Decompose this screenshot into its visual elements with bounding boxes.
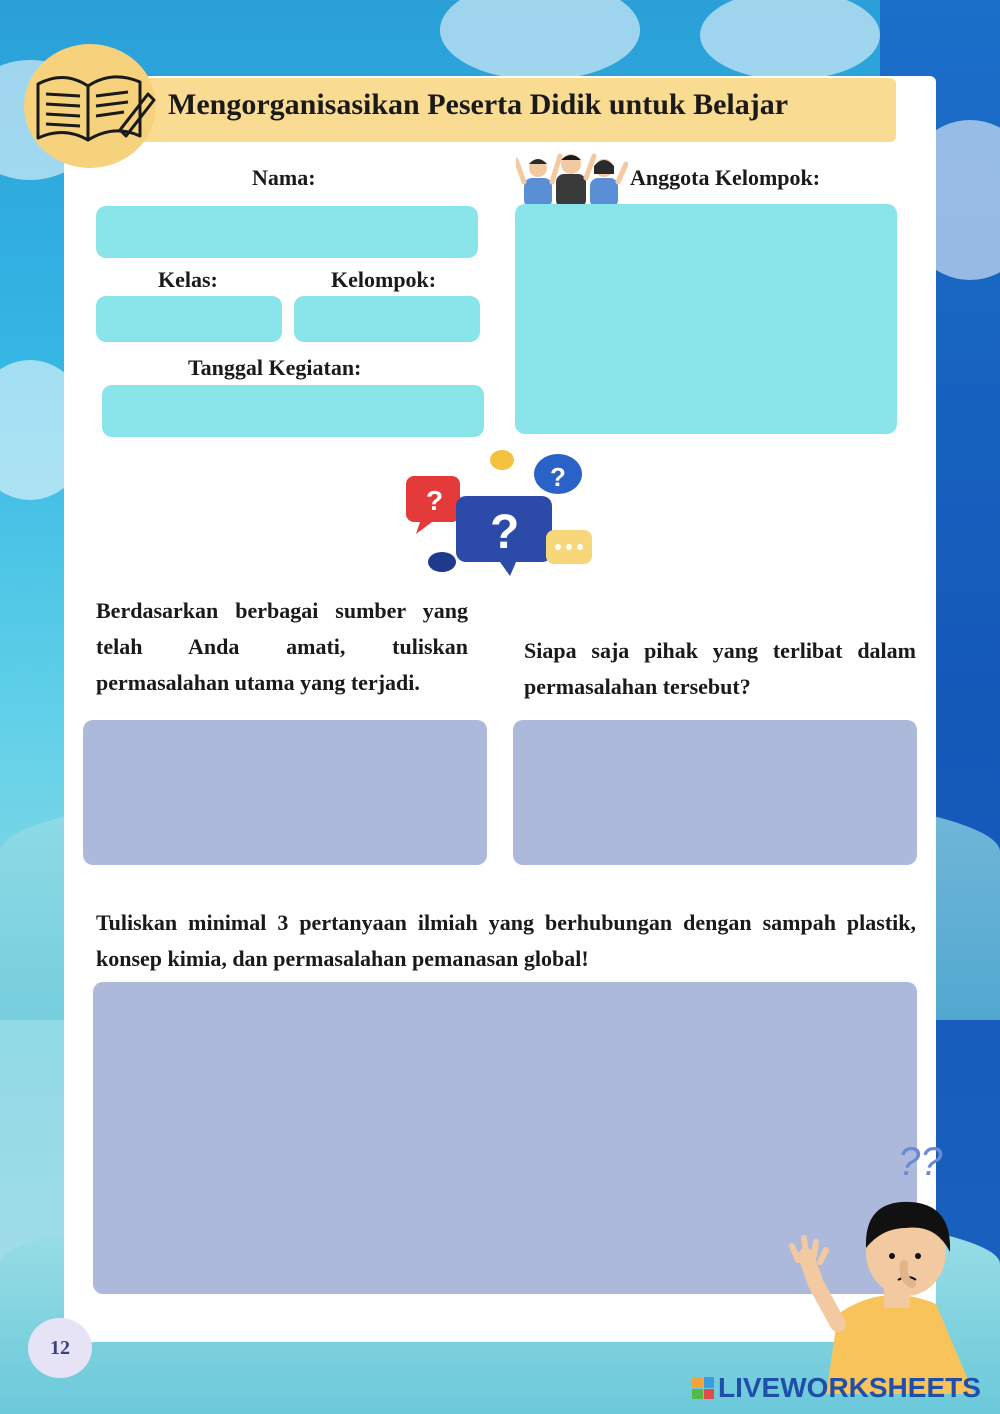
svg-text:?: ? xyxy=(550,462,566,492)
group-people-illustration xyxy=(516,150,628,208)
nama-field[interactable] xyxy=(96,206,478,258)
question-bubbles-illustration xyxy=(400,446,600,578)
svg-text:?: ? xyxy=(426,485,444,516)
liveworksheets-brand[interactable] xyxy=(692,1372,981,1404)
question-marks-decoration: ?? xyxy=(898,1140,943,1184)
thinking-person-illustration xyxy=(786,1194,982,1394)
tanggal-field[interactable] xyxy=(102,385,484,437)
svg-text:?: ? xyxy=(490,506,520,559)
cloud-decoration xyxy=(440,0,640,80)
answer-1-field[interactable] xyxy=(83,720,487,865)
cloud-decoration xyxy=(700,0,880,80)
liveworksheets-logo-icon xyxy=(692,1377,714,1399)
page-title: Mengorganisasikan Peserta Didik untuk Belajar xyxy=(168,88,789,121)
kelompok-label: Kelompok: xyxy=(331,267,437,292)
kelas-label: Kelas: xyxy=(158,267,218,292)
open-book-icon xyxy=(24,44,156,168)
page-number-badge xyxy=(28,1318,92,1378)
question-1-text: Berdasarkan berbagai sumber yang telah Anda amati, tuliskan permasalahan utama yang terjadi. xyxy=(96,598,468,695)
kelas-field[interactable] xyxy=(96,296,282,342)
book-icon-badge xyxy=(24,44,156,168)
question-3-text: Tuliskan minimal 3 pertanyaan ilmiah yang berhubungan dengan sampah plastik, konsep kimia, dan permasalahan pemanasan global! xyxy=(96,910,916,971)
page-number: 12 xyxy=(50,1336,70,1359)
answer-2-field[interactable] xyxy=(513,720,917,865)
question-2-text: Siapa saja pihak yang terlibat dalam permasalahan tersebut? xyxy=(524,638,916,699)
anggota-field[interactable] xyxy=(515,204,897,434)
nama-label: Nama: xyxy=(252,165,316,190)
anggota-label: Anggota Kelompok: xyxy=(630,165,821,190)
liveworksheets-text: LIVEWORKSHEETS xyxy=(718,1372,981,1403)
tanggal-label: Tanggal Kegiatan: xyxy=(188,355,362,380)
kelompok-field[interactable] xyxy=(294,296,480,342)
